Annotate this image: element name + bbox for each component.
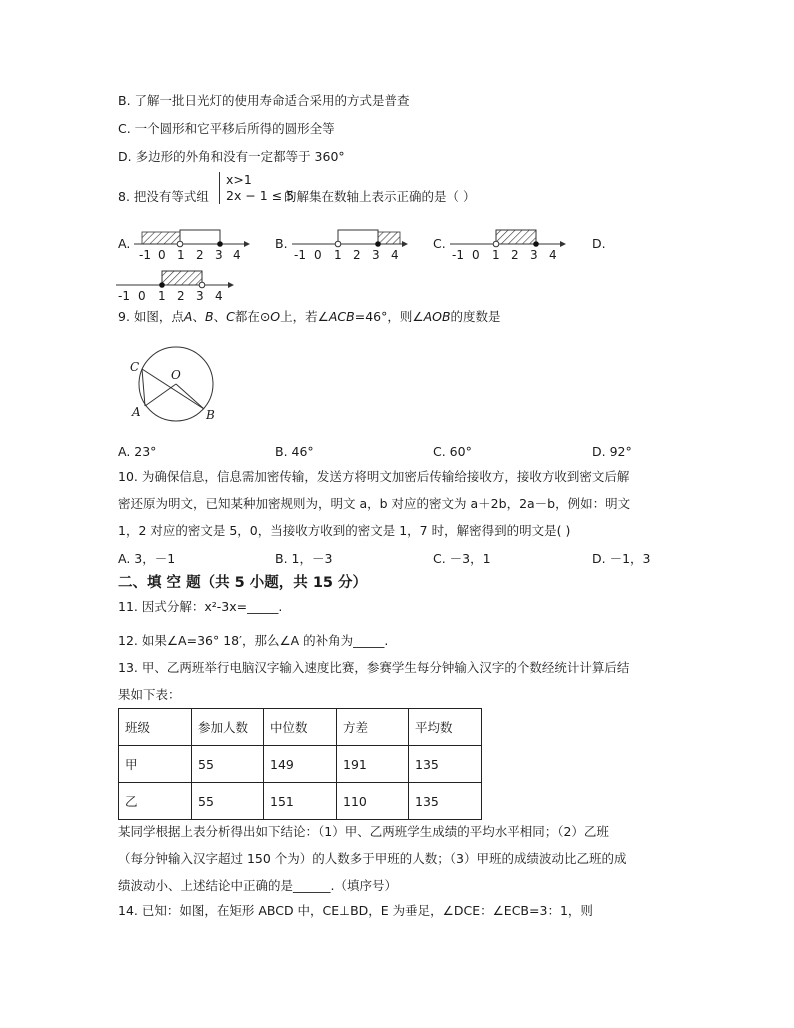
table-row [119,783,482,820]
label-c: C [130,360,140,374]
q9-text: 、 [192,309,205,324]
number-line-c [448,226,568,262]
label-a: A [132,405,141,419]
point-b: B [204,309,214,324]
tick-label: 4 [233,248,241,262]
table-row [119,746,482,783]
q8-option-b-label: B. [275,236,288,251]
tick-label: 3 [215,248,223,262]
q7-option-b: B. 了解一批日光灯的使用寿命适合采用的方式是普查 [118,93,410,108]
inequality-2: 2x − 1 ≤ 5 [226,188,295,203]
q9-text: 9. 如图，点 [118,309,184,324]
tick-label: 1 [334,248,342,262]
tick-label: 1 [158,289,166,303]
circle-figure [125,346,225,426]
table-cell: 55 [192,783,264,820]
angle-aob: AOB [423,309,451,324]
tick-label: 1 [492,248,500,262]
table-cell: 135 [409,746,482,783]
q7-option-c: C. 一个圆形和它平移后所得的圆形全等 [118,121,335,136]
q8-option-d-label: D. [592,236,606,251]
table-cell: 55 [192,746,264,783]
tick-label: 0 [314,248,322,262]
inequality-1: x>1 [226,172,252,187]
q13-line-1: 13. 甲、乙两班举行电脑汉字输入速度比赛，参赛学生每分钟输入汉字的个数经统计计算后结 [118,660,630,675]
q10-line-2: 密还原为明文，已知某种加密规则为，明文 a，b 对应的密文为 a＋2b，2a－b，例如：明文 [118,496,631,511]
q10-option-b: B. 1，－3 [275,551,333,566]
circle-o: O [270,309,281,324]
tick-label: 4 [215,289,223,303]
q11: 11. 因式分解：x²-3x=_____. [118,599,283,614]
tick-label: 0 [472,248,480,262]
header-cell: 班级 [119,709,192,746]
table-cell: 135 [409,783,482,820]
q9-text: =46°，则∠ [354,309,424,324]
tick-label: 1 [177,248,185,262]
q9-option-b: B. 46° [275,444,314,459]
number-line-a [132,226,252,262]
tick-label: -1 [452,248,464,262]
q10-option-d: D. －1，3 [592,551,651,566]
tick-label: 2 [353,248,361,262]
tick-label: 2 [196,248,204,262]
header-cell: 参加人数 [192,709,264,746]
q9-text: 、 [213,309,227,324]
q8-stem-start: 8. 把没有等式组 [118,189,209,204]
q7-option-d: D. 多边形的外角和没有一定都等于 360° [118,149,345,164]
q9-option-a: A. 23° [118,444,157,459]
q10-line-3: 1，2 对应的密文是 5，0，当接收方收到的密文是 1，7 时，解密得到的明文是( ) [118,523,571,538]
table-cell: 149 [264,746,337,783]
header-cell: 中位数 [264,709,337,746]
tick-label: 3 [372,248,380,262]
q10-option-c: C. －3，1 [433,551,491,566]
table-cell: 151 [264,783,337,820]
q13-conclusion-3: 绩波动小、上述结论中正确的是______.（填序号） [118,878,397,893]
tick-label: 3 [530,248,538,262]
q13-line-2: 果如下表： [118,687,181,702]
q9-text: 都在⊙ [234,309,271,324]
table-cell: 甲 [119,746,192,783]
tick-label: 4 [549,248,557,262]
tick-label: 0 [158,248,166,262]
tick-label: 3 [196,289,204,303]
tick-label: 4 [391,248,399,262]
q9-option-c: C. 60° [433,444,472,459]
q9-text: 上，若∠ [280,309,329,324]
point-c: C [226,309,235,324]
q10-option-a: A. 3，－1 [118,551,176,566]
label-o: O [171,368,181,382]
tick-label: 2 [511,248,519,262]
tick-label: 2 [177,289,185,303]
q8-option-c-label: C. [433,236,446,251]
table-cell: 110 [337,783,409,820]
q8-option-a-label: A. [118,236,131,251]
q13-conclusion-1: 某同学根据上表分析得出如下结论：（1）甲、乙两班学生成绩的平均水平相同；（2）乙班 [118,824,609,839]
q10-line-1: 10. 为确保信息，信息需加密传输，发送方将明文加密后传输给接收方，接收方收到密文后解 [118,469,630,484]
table-cell: 乙 [119,783,192,820]
label-b: B [206,408,215,422]
tick-label: -1 [294,248,306,262]
header-cell: 平均数 [409,709,482,746]
q12: 12. 如果∠A=36° 18′，那么∠A 的补角为_____. [118,633,389,648]
q9-option-d: D. 92° [592,444,632,459]
table-cell: 191 [337,746,409,783]
stats-table [118,708,482,820]
tick-label: -1 [118,289,130,303]
q9-text: 的度数是 [450,309,501,324]
number-line-d [114,267,238,303]
tick-label: -1 [139,248,151,262]
q13-conclusion-2: （每分钟输入汉字超过 150 个为）的人数多于甲班的人数；（3）甲班的成绩波动比乙班的成 [118,851,627,866]
angle-acb: ACB [328,309,355,324]
point-a: A [183,309,193,324]
q14: 14. 已知：如图，在矩形 ABCD 中，CE⊥BD，E 为垂足，∠DCE：∠ECB=3：1，则 [118,903,593,918]
header-cell: 方差 [337,709,409,746]
q8-stem-end: 的解集在数轴上表示正确的是（ ） [284,189,476,204]
table-header-row [119,709,482,746]
tick-label: 0 [138,289,146,303]
section-heading: 二、填 空 题（共 5 小题，共 15 分） [118,575,368,591]
number-line-b [290,226,410,262]
inequality-system [219,172,294,204]
q9-stem [118,308,501,326]
